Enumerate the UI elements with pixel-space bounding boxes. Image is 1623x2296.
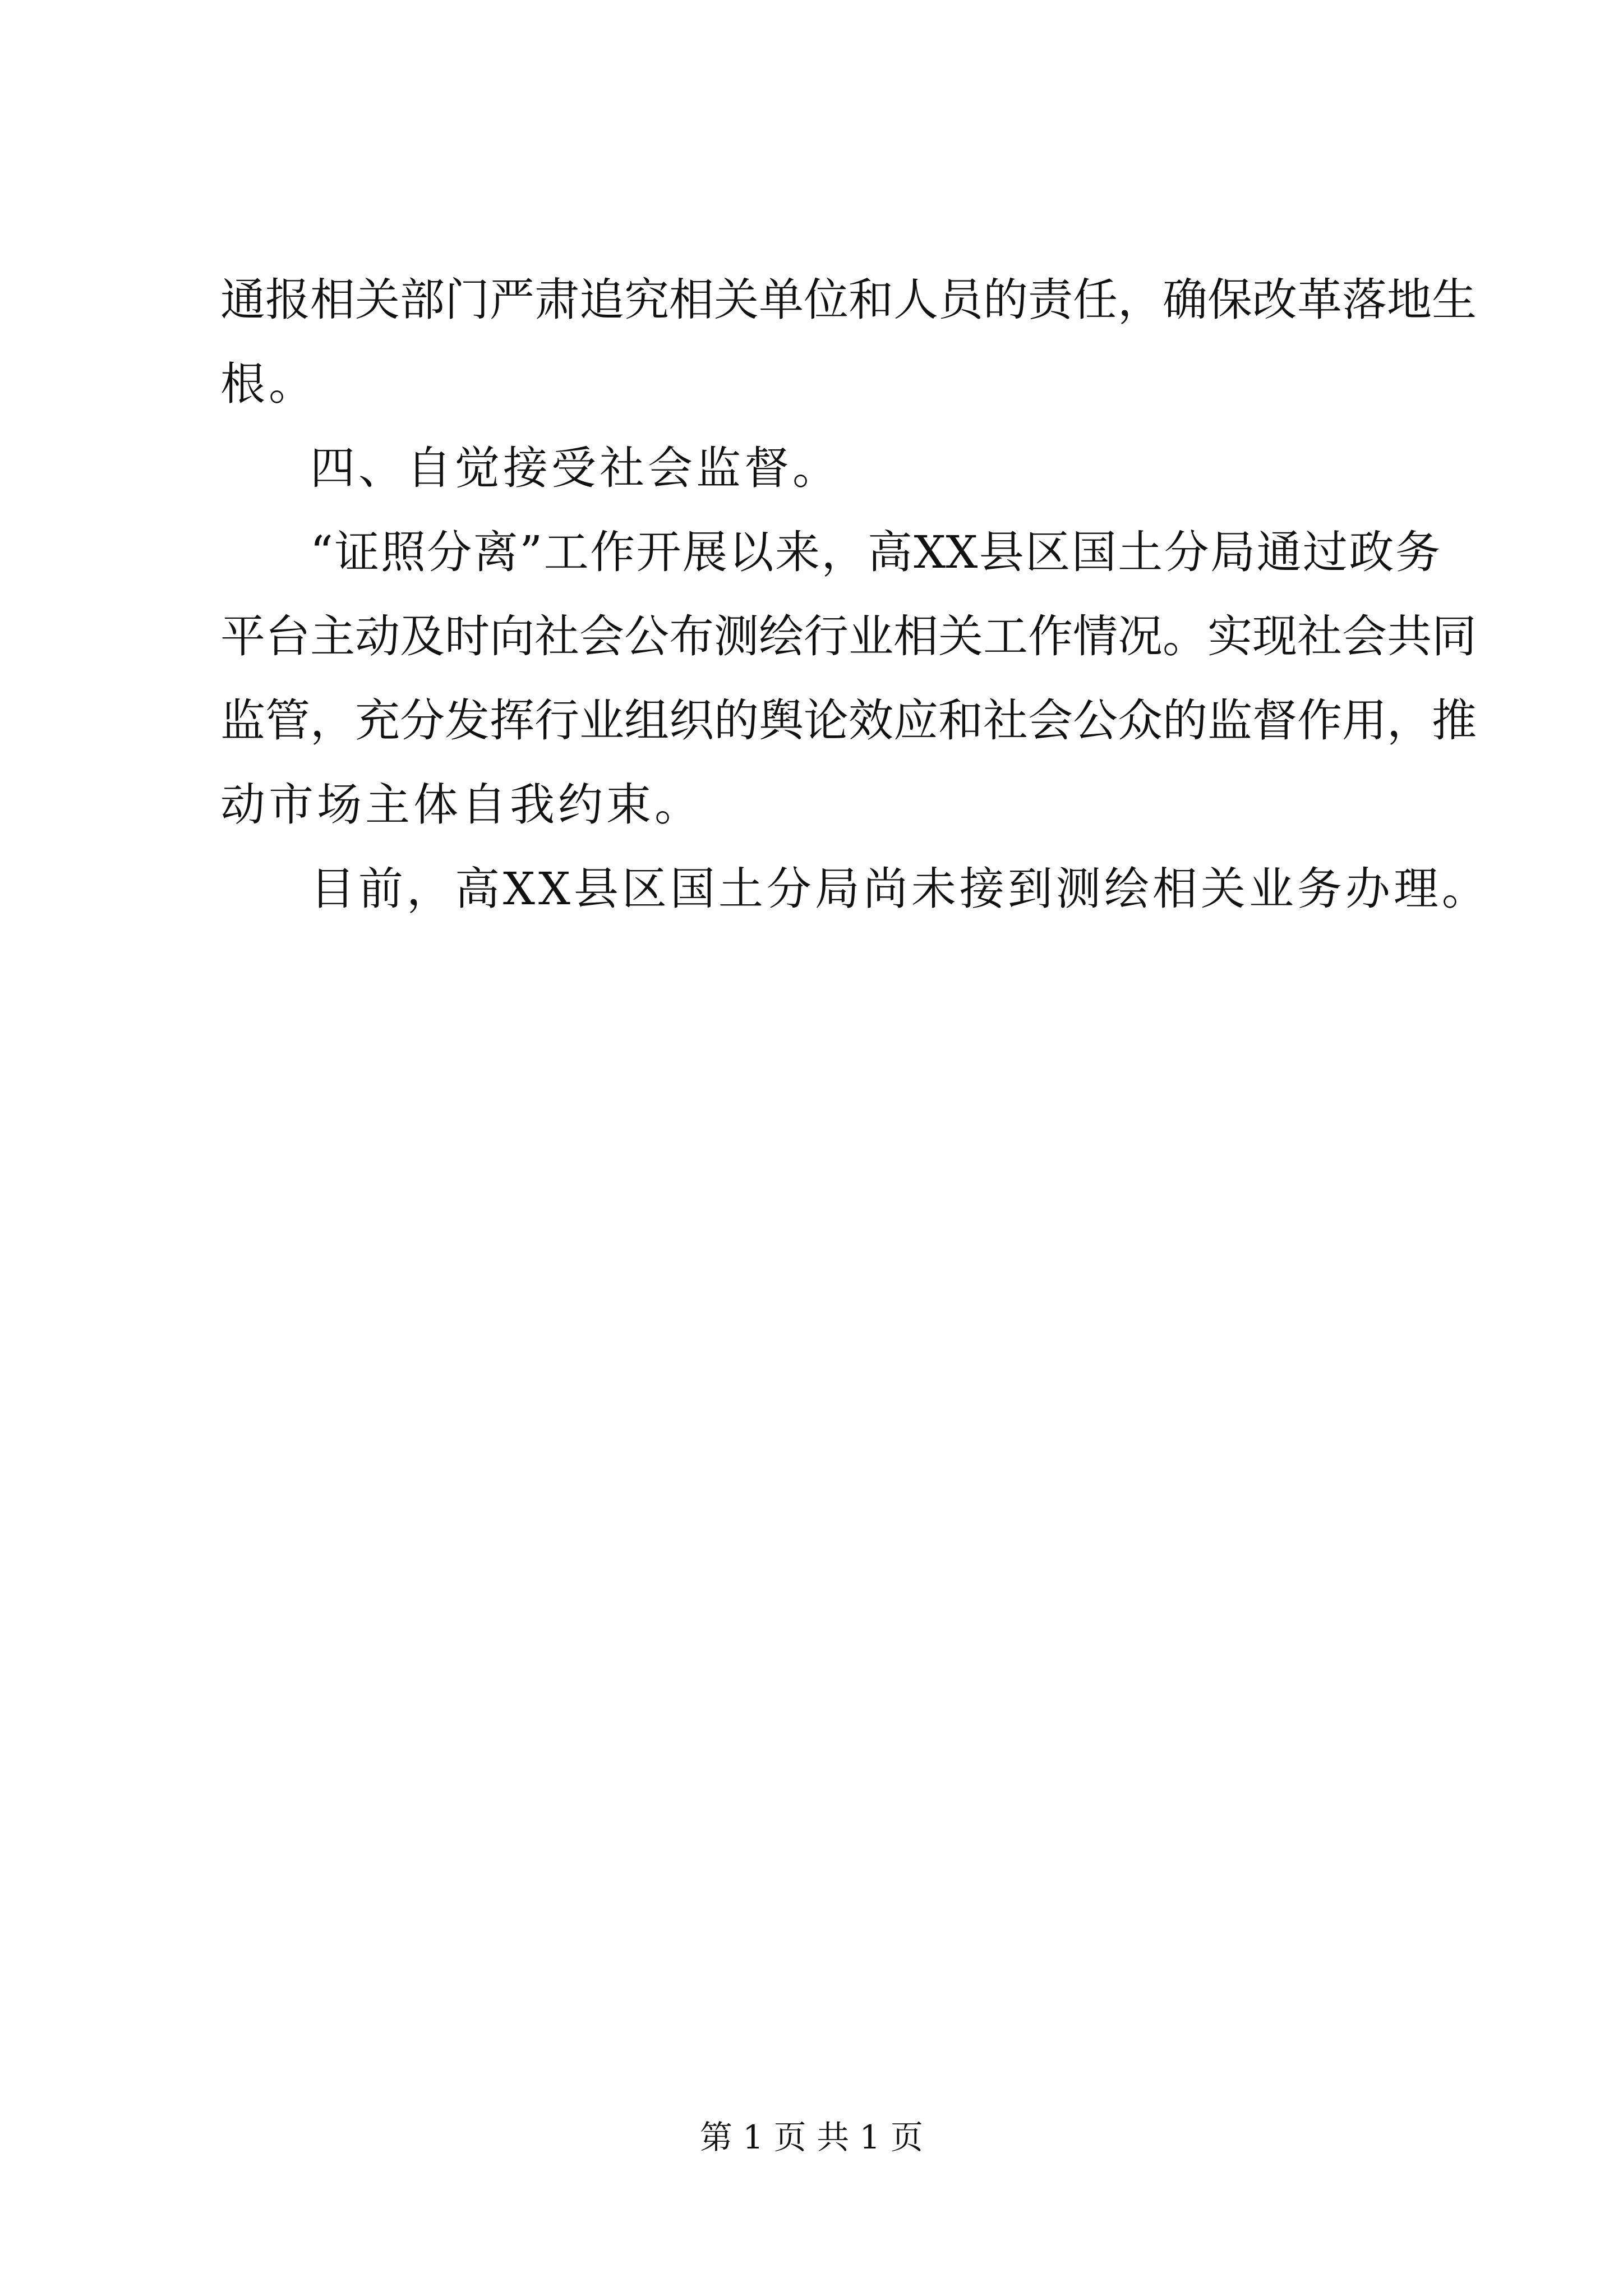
paragraph-line-6: 监管，充分发挥行业组织的舆论效应和社会公众的监督作用，推 [220,694,1477,747]
document-body [220,258,1490,931]
page-footer: 第 1 页 共 1 页 [700,2118,923,2156]
paragraph-line-7: 动市场主体自我约束。 [220,779,703,831]
paragraph-line-2: 根。 [220,358,317,410]
paragraph-line-4: “证照分离”工作开展以来，高XX县区国土分局通过政务 [310,526,1440,578]
paragraph-line-1: 通报相关部门严肃追究相关单位和人员的责任，确保改革落地生 [220,274,1477,326]
section-heading: 四、自觉接受社会监督。 [310,442,841,494]
paragraph-line-5: 平台主动及时向社会公布测绘行业相关工作情况。实现社会共同 [220,610,1477,662]
paragraph-line-8: 目前，高XX县区国土分局尚未接到测绘相关业务办理。 [310,863,1490,915]
